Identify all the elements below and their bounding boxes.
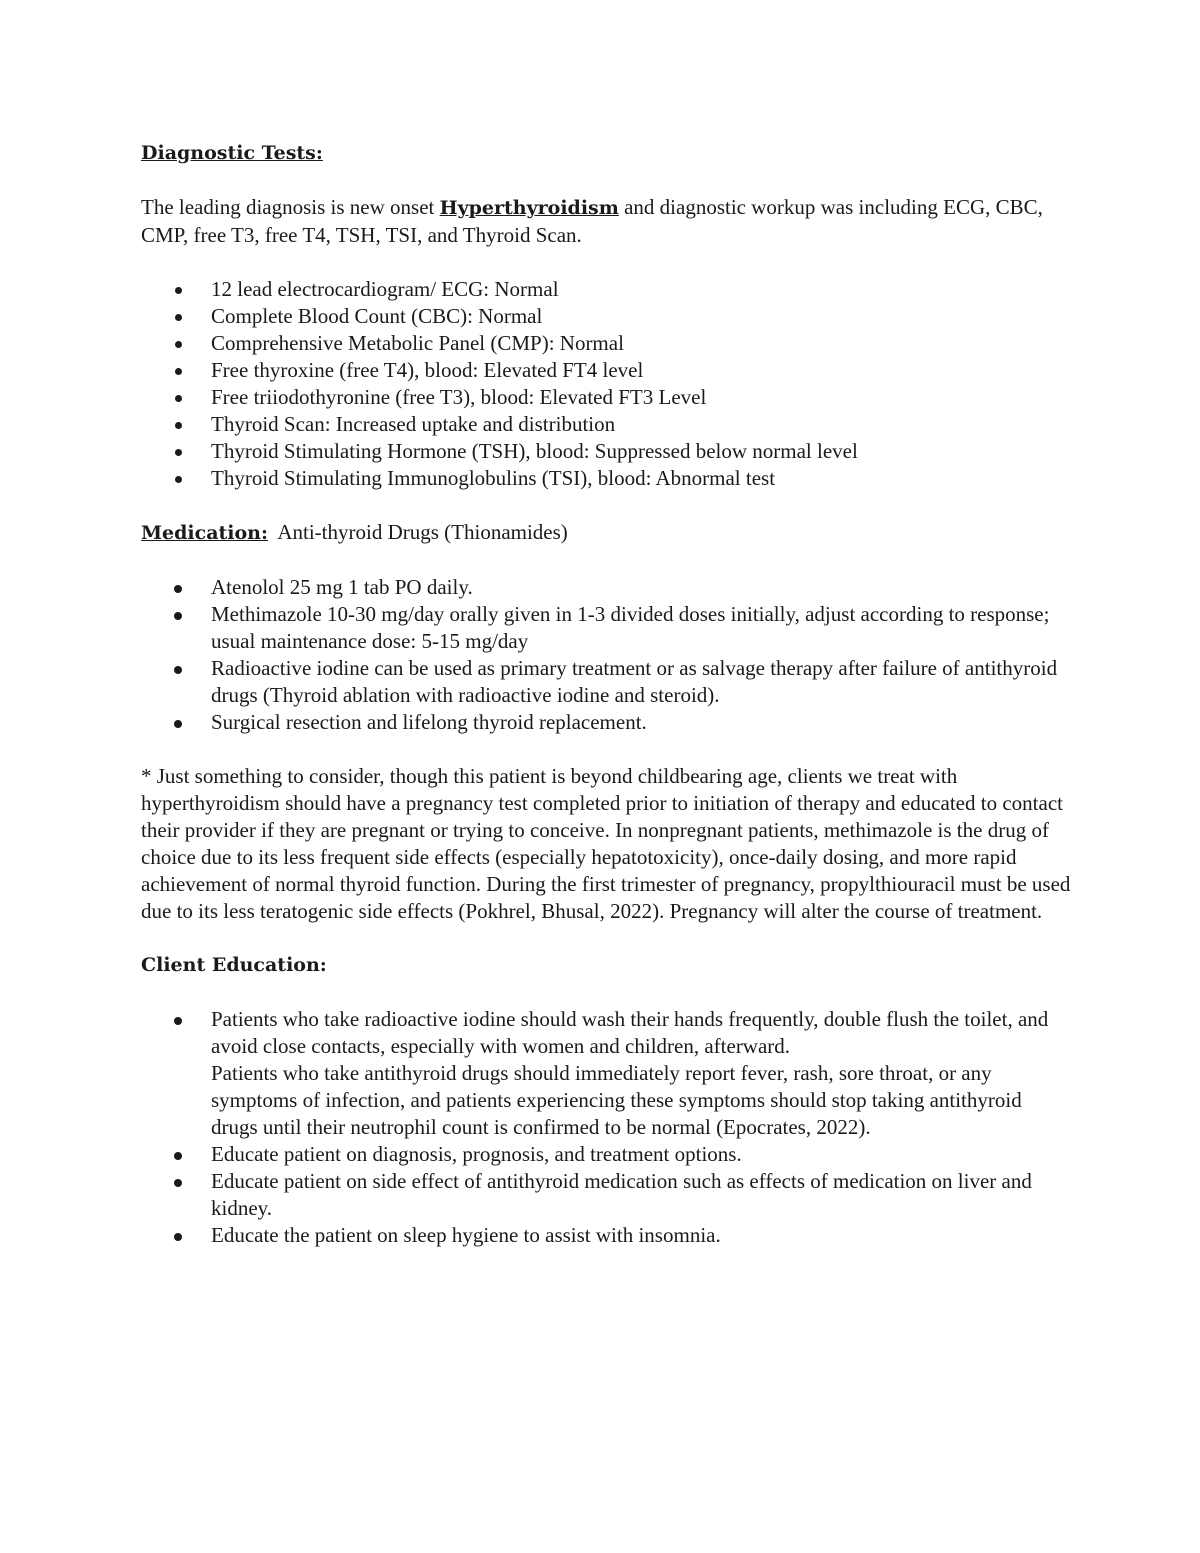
test-result: Comprehensive Metabolic Panel (CMP): Normal [211, 331, 624, 355]
list-item [141, 709, 1071, 736]
education-list [141, 1006, 1071, 1249]
test-result: Thyroid Scan: Increased uptake and distribution [211, 412, 616, 436]
list-item [141, 655, 1071, 709]
list-item [141, 1168, 1071, 1222]
test-result: Thyroid Stimulating Hormone (TSH), blood: Suppressed below normal level [211, 439, 858, 463]
education-item: Educate patient on side effect of antithyroid medication such as effects of medication on liver and kidney. [211, 1169, 1032, 1220]
diagnostic-tests-list [141, 276, 1071, 492]
list-item [141, 384, 1071, 411]
bullet-icon [174, 585, 182, 593]
bullet-icon [175, 287, 182, 294]
medication-item: Methimazole 10-30 mg/day orally given in 1-3 divided doses initially, adjust according to response; usual maintenance dose: 5-15 mg/day [211, 602, 1050, 653]
diagnostic-tests-heading: Diagnostic Tests: [141, 142, 323, 164]
list-item [141, 1222, 1071, 1249]
test-result: 12 lead electrocardiogram/ ECG: Normal [211, 277, 559, 301]
bullet-icon [175, 449, 182, 456]
bullet-icon [174, 612, 182, 620]
list-item [141, 465, 1071, 492]
list-item [141, 438, 1071, 465]
medication-line [141, 519, 1071, 547]
medication-item: Atenolol 25 mg 1 tab PO daily. [211, 575, 473, 599]
education-item: Patients who take antithyroid drugs should immediately report fever, rash, sore throat, or any symptoms of infection, and patients experiencing these symptoms should stop taking antithyroid drugs until their neutrophil count is confirmed to be normal (Epocrates, 2022). [211, 1061, 1022, 1139]
list-item [141, 330, 1071, 357]
medication-class: Anti-thyroid Drugs (Thionamides) [268, 520, 568, 544]
list-item [141, 411, 1071, 438]
bullet-icon [175, 395, 182, 402]
list-item [141, 1141, 1071, 1168]
list-item [141, 1006, 1071, 1141]
bullet-icon [175, 314, 182, 321]
pregnancy-note: * Just something to consider, though this patient is beyond childbearing age, clients we treat with hyperthyroidism should have a pregnancy test completed prior to initiation of therapy and educated to contact their provider if they are pregnant or trying to conceive. In nonpregnant patients, methimazole is the drug of choice due to its less frequent side effects (especially hepatotoxicity), once-daily dosing, and more rapid achievement of normal thyroid function. During the first trimester of pregnancy, propylthiouracil must be used due to its less teratogenic side effects (Pokhrel, Bhusal, 2022). Pregnancy will alter the course of treatment. [141, 764, 1071, 923]
bullet-icon [174, 1017, 182, 1025]
bullet-icon [174, 1179, 182, 1187]
intro-after: and diagnostic workup was including ECG, CBC, CMP, free T3, free T4, TSH, TSI, and Thyroid Scan. [141, 195, 1043, 247]
bullet-icon [175, 422, 182, 429]
test-result: Thyroid Stimulating Immunoglobulins (TSI), blood: Abnormal test [211, 466, 776, 490]
education-item: Educate the patient on sleep hygiene to assist with insomnia. [211, 1223, 721, 1247]
diagnosis-intro [141, 194, 1071, 249]
medication-item: Radioactive iodine can be used as primary treatment or as salvage therapy after failure of antithyroid drugs (Thyroid ablation with radioactive iodine and steroid). [211, 656, 1058, 707]
list-item [141, 574, 1071, 601]
bullet-icon [174, 666, 182, 674]
document-page [141, 140, 1071, 1249]
bullet-icon [175, 476, 182, 483]
test-result: Free thyroxine (free T4), blood: Elevated FT4 level [211, 358, 644, 382]
list-item [141, 601, 1071, 655]
client-education-heading: Client Education: [141, 954, 327, 976]
medication-label: Medication: [141, 522, 268, 544]
bullet-icon [175, 368, 182, 375]
list-item [141, 357, 1071, 384]
list-item [141, 276, 1071, 303]
intro-before: The leading diagnosis is new onset [141, 195, 440, 219]
medication-item: Surgical resection and lifelong thyroid replacement. [211, 710, 647, 734]
education-item: Patients who take radioactive iodine should wash their hands frequently, double flush the toilet, and avoid close contacts, especially with women and children, afterward. [211, 1007, 1049, 1058]
test-result: Complete Blood Count (CBC): Normal [211, 304, 543, 328]
diagnosis-term: Hyperthyroidism [439, 197, 619, 219]
list-item [141, 303, 1071, 330]
bullet-icon [174, 1152, 182, 1160]
bullet-icon [175, 341, 182, 348]
medication-list [141, 574, 1071, 736]
test-result: Free triiodothyronine (free T3), blood: Elevated FT3 Level [211, 385, 707, 409]
bullet-icon [174, 1233, 182, 1241]
education-item: Educate patient on diagnosis, prognosis, and treatment options. [211, 1142, 742, 1166]
bullet-icon [174, 720, 182, 728]
